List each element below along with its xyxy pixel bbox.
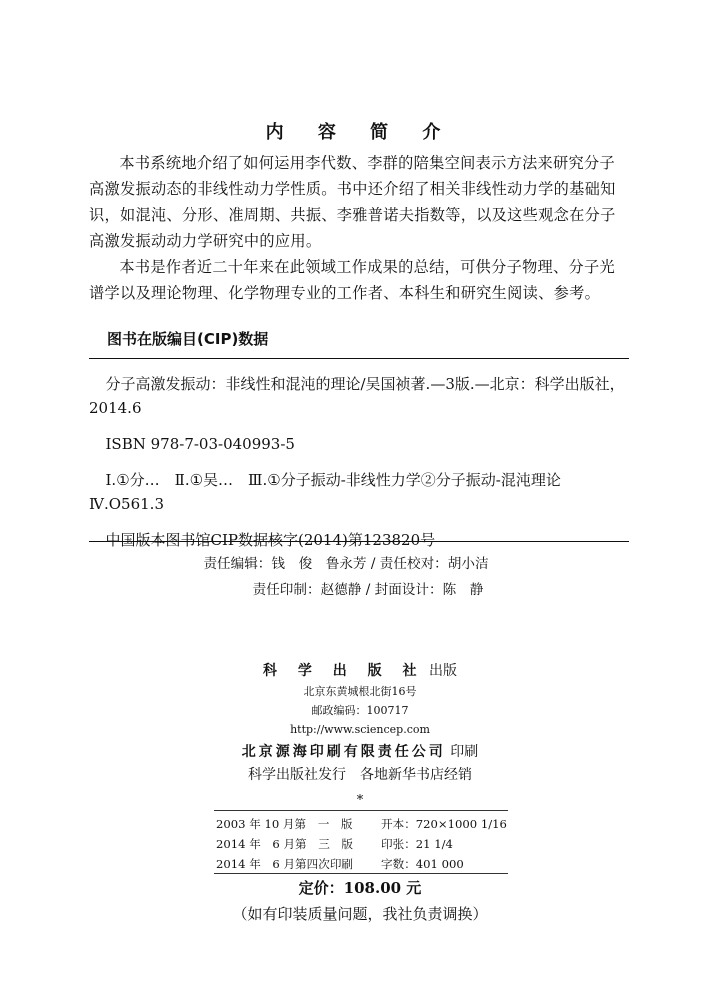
cip-isbn: ISBN 978-7-03-040993-5 [105,435,295,453]
content-summary [89,150,629,306]
printer-name: 北京源海印刷有限责任公司 [241,744,446,760]
edition-row [216,814,516,834]
cip-data-block [89,372,629,564]
separator-star: * [356,793,364,808]
cip-approval-number: 中国版本图书馆CIP数据核字(2014)第123820号 [105,531,436,549]
publisher-url: http://www.sciencep.com [290,723,430,736]
printer-line [0,741,720,763]
editorial-credits [0,551,720,603]
cip-bibliographic-entry: 分子高激发振动：非线性和混沌的理论/吴国祯著.—3版.—北京：科学出版社，2014.6 [89,375,625,417]
price: 定价：108.00 元 [298,879,422,897]
page-title: 内 容 简 介 [265,122,455,143]
summary-paragraph-2: 本书是作者近二十年来在此领域工作成果的总结，可供分子物理、分子光谱学以及理论物理、化学物理专业的工作者、本科生和研究生阅读、参考。 [89,258,615,302]
edition-spec: 印张：21 1/4 [381,837,453,851]
cip-top-rule [89,358,629,359]
edition-spec: 字数：401 000 [381,857,464,871]
cip-heading: 图书在版编目(CIP)数据 [107,330,269,348]
publisher-block [0,660,720,787]
editions-bottom-rule [214,873,508,874]
distribution-line: 科学出版社发行 各地新华书店经销 [248,767,472,783]
quality-notice: （如有印装质量问题，我社负责调换） [232,905,488,923]
edition-row [216,854,516,874]
publisher-address: 北京东黄城根北街16号 [303,685,417,698]
printer-suffix: 印刷 [450,744,479,760]
editions-top-rule [214,810,508,811]
cip-bottom-rule [89,541,629,542]
editor-line-1: 责任编辑：钱 俊 鲁永芳 / 责任校对：胡小洁 [203,556,489,572]
publisher-name: 科 学 出 版 社 [263,663,425,679]
edition-info [216,814,516,874]
edition-date: 2014 年 6 月第 三 版 [216,837,354,851]
publisher-line [0,660,720,682]
edition-date: 2014 年 6 月第四次印刷 [216,857,354,871]
publisher-postcode: 邮政编码：100717 [311,704,409,717]
publisher-suffix: 出版 [428,663,457,679]
edition-spec: 开本：720×1000 1/16 [381,817,507,831]
cip-classification: Ⅰ.①分… Ⅱ.①吴… Ⅲ.①分子振动-非线性力学②分子振动-混沌理论 Ⅳ.O561.3 [89,471,576,513]
summary-paragraph-1: 本书系统地介绍了如何运用李代数、李群的陪集空间表示方法来研究分子高激发振动态的非线性动力学性质。书中还介绍了相关非线性动力学的基础知识，如混沌、分形、准周期、共振、李雅普诺夫指数等，以及这些观念在分子高激发振动动力学研究中的应用。 [89,154,616,250]
edition-row [216,834,516,854]
editor-line-2: 责任印制：赵德静 / 封面设计：陈 静 [252,582,484,598]
edition-date: 2003 年 10 月第 一 版 [216,817,353,831]
